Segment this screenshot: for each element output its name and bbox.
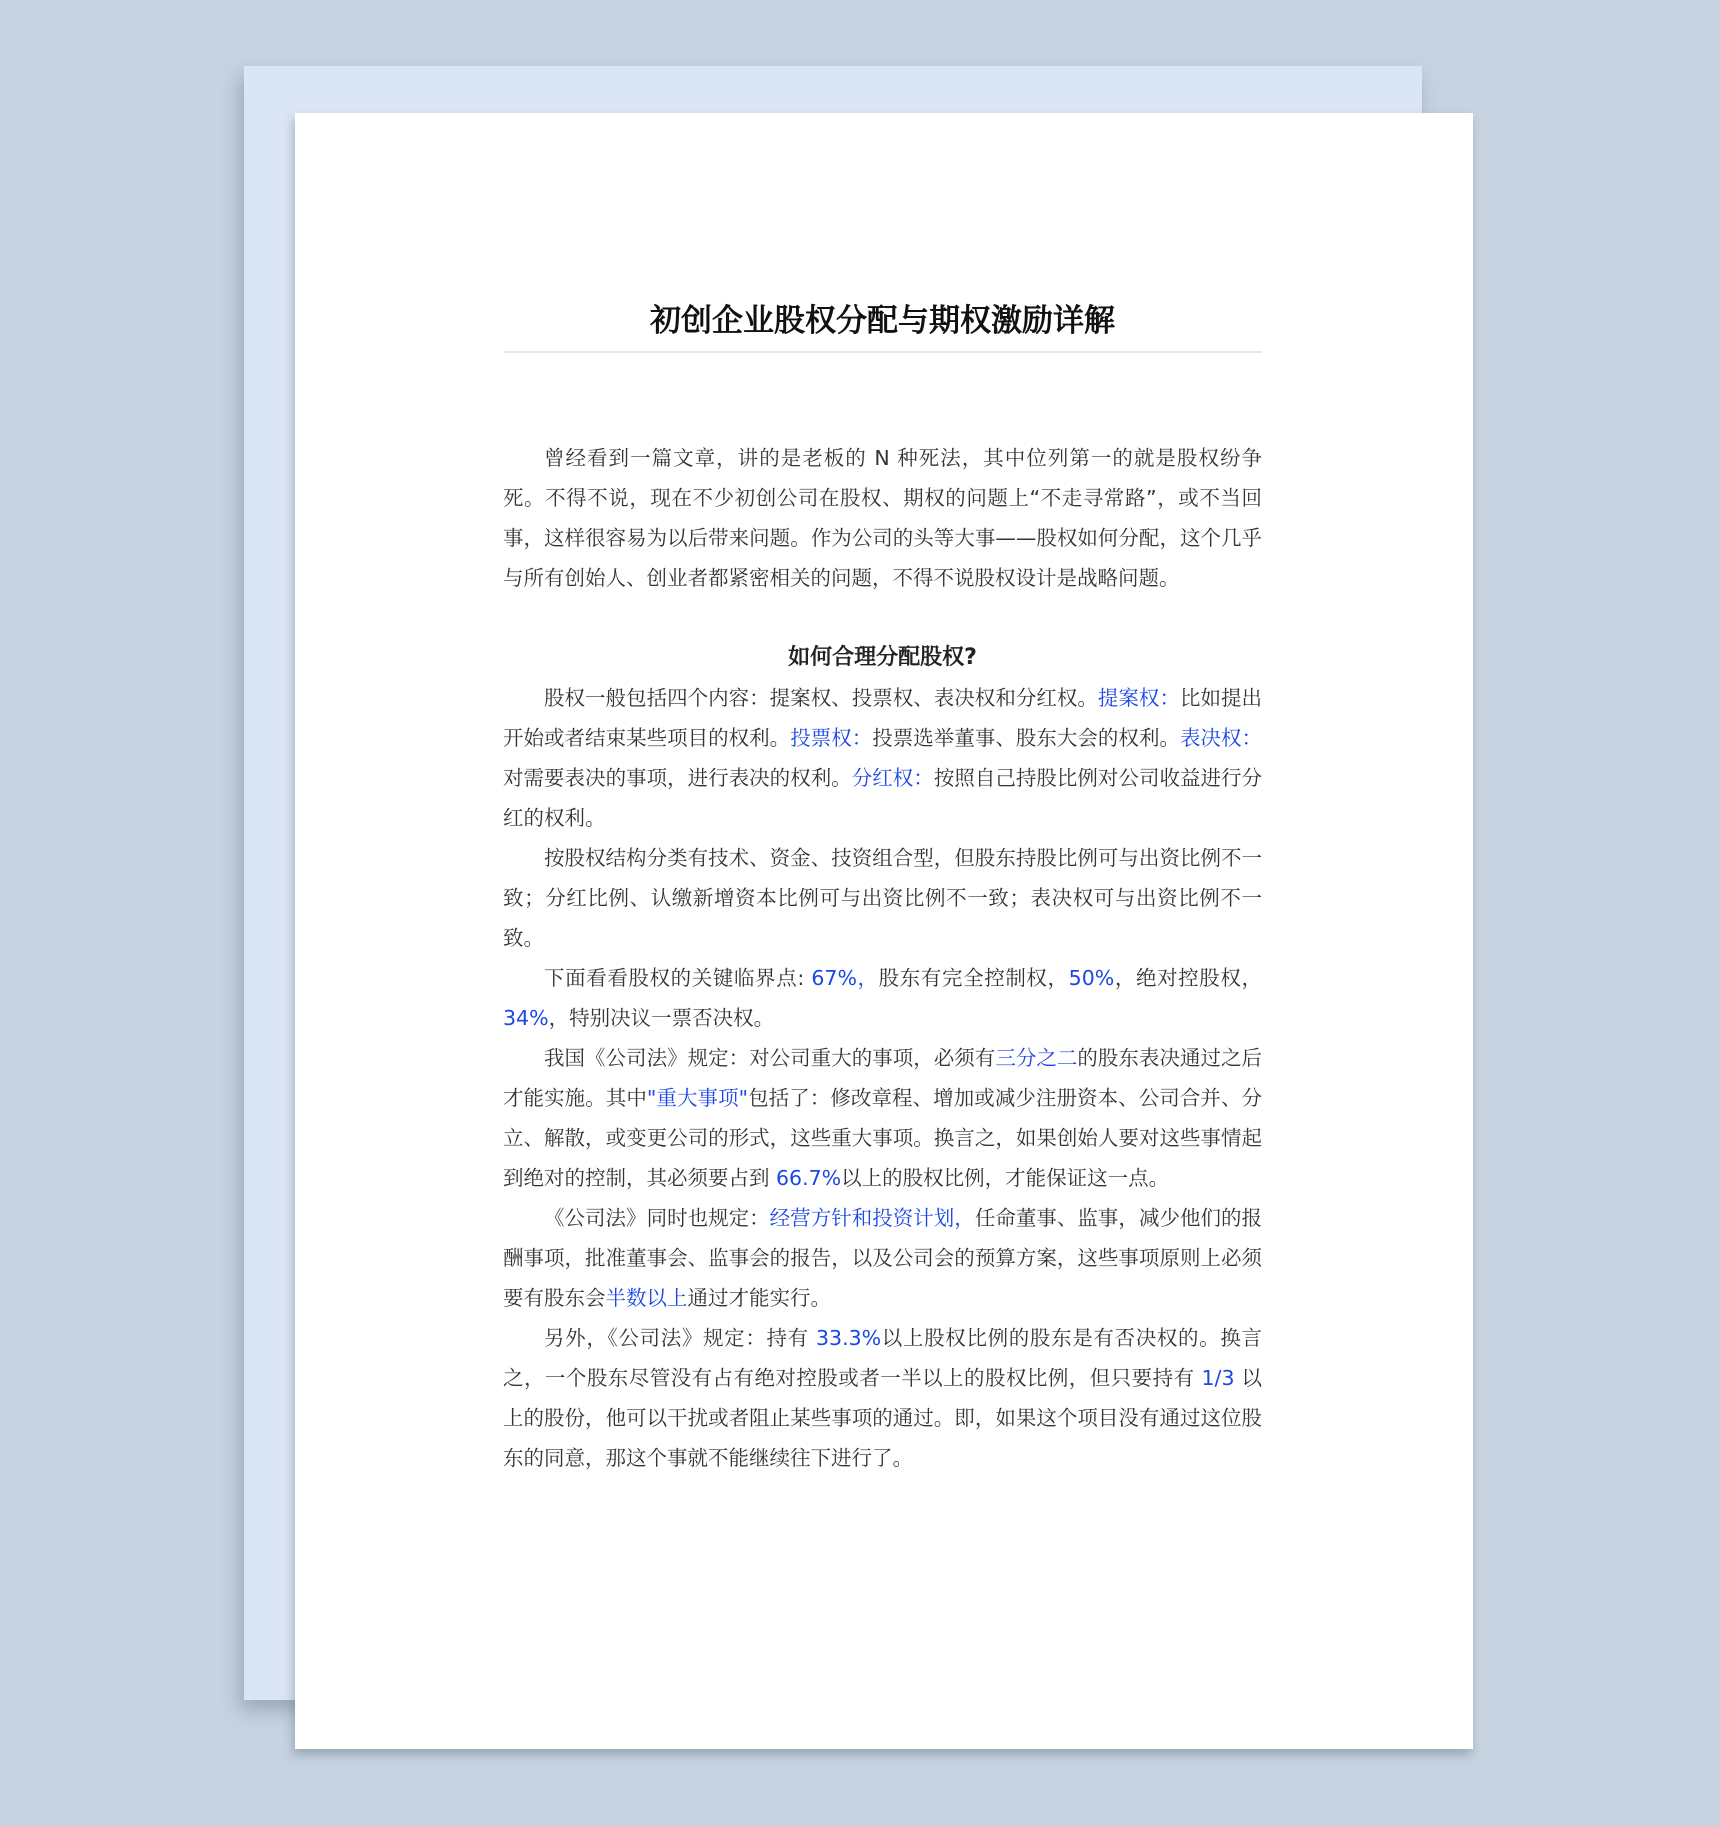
document-body <box>503 438 1262 1478</box>
paragraph-text: 以上股权比例的股东是有否决权的。换言之，一个股东尽管没有占有绝对控股或者一半以上的股权比例，但只要持有 <box>503 1326 1263 1390</box>
paragraph-text: 下面看看股权的关键临界点: <box>544 966 812 990</box>
highlighted-term: 34% <box>503 1006 549 1030</box>
highlighted-term: "重大事项" <box>646 1086 749 1110</box>
paragraph-text: 《公司法》同时也规定： <box>544 1206 770 1230</box>
highlighted-term: 投票权： <box>790 726 873 750</box>
body-paragraph <box>503 1198 1262 1318</box>
highlighted-term: 半数以上 <box>605 1286 688 1310</box>
highlighted-term: 表决权： <box>1179 726 1263 750</box>
body-paragraph <box>503 1038 1262 1198</box>
paragraph-text: 股权一般包括四个内容：提案权、投票权、表决权和分红权。 <box>544 686 1098 710</box>
document-title: 初创企业股权分配与期权激励详解 <box>650 303 1115 339</box>
body-paragraph <box>503 958 1262 1038</box>
paragraph-text: 包括了：修改章程、增加或减少注册资本、公司合并、分立、解散，或变更公司的形式，这些重大事项。换言之，如果创始人要对这些事情起到绝对的控制，其必须要占到 <box>503 1086 1263 1190</box>
highlighted-term: 50% <box>1068 966 1115 990</box>
paragraph-text: 通过才能实行。 <box>687 1286 831 1310</box>
document-page <box>295 113 1473 1749</box>
highlighted-term: 33.3% <box>816 1326 882 1350</box>
body-paragraph <box>503 838 1262 958</box>
paragraph-text: 的股东表决通过之后才能实施。其中 <box>503 1046 1263 1110</box>
paragraph-text: 另外，《公司法》规定：持有 <box>544 1326 817 1350</box>
paragraph-text: ，绝对控股权， <box>1114 966 1263 990</box>
paragraph-text: 对需要表决的事项，进行表决的权利。 <box>503 766 852 790</box>
paragraph-text: 投票选举董事、股东大会的权利。 <box>872 726 1180 750</box>
paragraph-text: 按照自己持股比例对公司收益进行分红的权利。 <box>503 766 1263 830</box>
paragraph-text: 我国《公司法》规定：对公司重大的事项，必须有 <box>544 1046 996 1070</box>
paragraph-text: 以上的股权比例，才能保证这一点。 <box>841 1166 1170 1190</box>
intro-paragraph: 曾经看到一篇文章，讲的是老板的 N 种死法，其中位列第一的就是股权纷争死。不得不说，现在不少初创公司在股权、期权的问题上“不走寻常路”，或不当回事，这样很容易为以后带来问题。作为公司的头等大事——股权如何分配，这个几乎与所有创始人、创业者都紧密相关的问题，不得不说股权设计是战略问题。 <box>503 446 1262 590</box>
highlighted-term: 67%， <box>811 966 879 990</box>
paragraph-text: 以上的股份，他可以干扰或者阻止某些事项的通过。即，如果这个项目没有通过这位股东的同意，那这个事就不能继续往下进行了。 <box>503 1366 1262 1470</box>
highlighted-term: 经营方针和投资计划， <box>769 1206 975 1230</box>
highlighted-term: 提案权： <box>1097 686 1180 710</box>
paragraph-text: ，特别决议一票否决权。 <box>548 1006 775 1030</box>
title-divider <box>503 351 1262 353</box>
highlighted-term: 分红权： <box>851 766 934 790</box>
spacer <box>503 598 1262 638</box>
body-paragraph <box>503 678 1262 838</box>
highlighted-term: 1/3 <box>1201 1366 1235 1390</box>
paragraph-text: 按股权结构分类有技术、资金、技资组合型，但股东持股比例可与出资比例不一致；分红比例、认缴新增资本比例可与出资比例不一致；表决权可与出资比例不一致。 <box>503 846 1262 950</box>
section-heading: 如何合理分配股权? <box>788 645 977 670</box>
section-paragraphs <box>503 678 1262 1478</box>
paragraph-text: 比如提出开始或者结束某些项目的权利。 <box>503 686 1263 750</box>
highlighted-term: 三分之二 <box>995 1046 1078 1070</box>
body-paragraph <box>503 1318 1262 1478</box>
paragraph-text: 任命董事、监事，减少他们的报酬事项，批准董事会、监事会的报告，以及公司会的预算方案，这些事项原则上必须要有股东会 <box>503 1206 1263 1310</box>
paragraph-text: 股东有完全控制权， <box>878 966 1069 990</box>
highlighted-term: 66.7% <box>776 1166 842 1190</box>
